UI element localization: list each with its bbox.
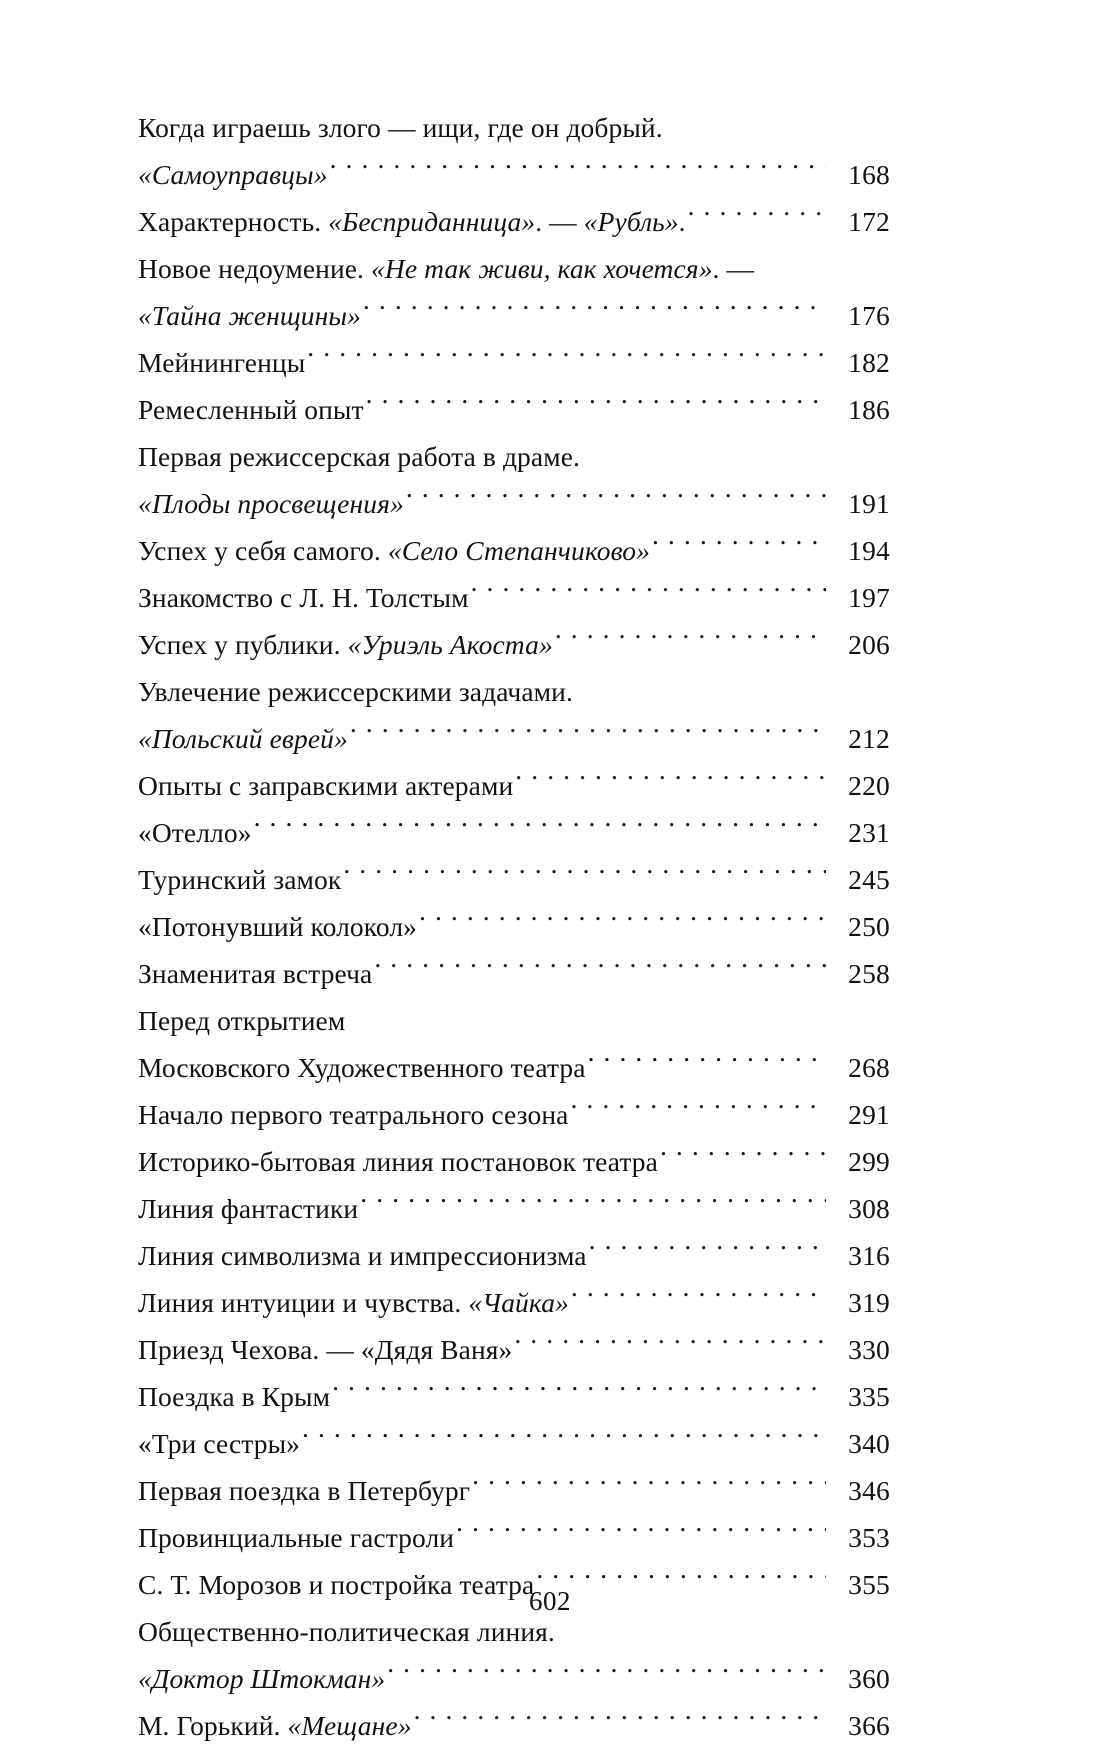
toc-entry-page-number[interactable]: 172 (848, 206, 890, 237)
dot-leader (366, 392, 826, 420)
dot-leader (588, 1050, 826, 1078)
toc-entry[interactable] (138, 386, 890, 433)
toc-entry-row (138, 1279, 890, 1326)
toc-entry-title: Провинциальные гастроли (138, 1522, 455, 1553)
toc-entry-page-number[interactable]: 340 (848, 1428, 890, 1459)
toc-entry-page-number[interactable]: 250 (848, 911, 890, 942)
toc-entry[interactable] (138, 1185, 890, 1232)
dot-leader (555, 627, 826, 655)
toc-entry-page-number[interactable]: 330 (848, 1334, 890, 1365)
toc-entry-row (138, 1373, 890, 1420)
toc-entry-title: «Отелло» (138, 817, 252, 848)
toc-entry-title: Знаменитая встреча (138, 958, 373, 989)
toc-entry-title: Приезд Чехова. — «Дядя Ваня» (138, 1334, 513, 1365)
toc-entry[interactable] (138, 1467, 890, 1514)
folio-page-number: 602 (529, 1586, 571, 1616)
toc-entry-page-number[interactable]: 346 (848, 1475, 890, 1506)
toc-entry[interactable] (138, 997, 890, 1091)
toc-entry[interactable] (138, 1608, 890, 1702)
toc-entry-page-number[interactable]: 353 (848, 1522, 890, 1553)
toc-entry-page-number[interactable]: 245 (848, 864, 890, 895)
toc-entry[interactable] (138, 1420, 890, 1467)
toc-entry-title: Линия символизма и импрессионизма (138, 1240, 587, 1271)
toc-entry-page-number[interactable]: 206 (848, 629, 890, 660)
dot-leader (652, 533, 826, 561)
toc-entry[interactable] (138, 1702, 890, 1749)
toc-entry-lead-line: Новое недоумение. «Не так живи, как хочется». — (138, 253, 755, 284)
toc-entry-lead-line: Первая режиссерская работа в драме. (138, 441, 580, 472)
toc-entry-page-number[interactable]: 316 (848, 1240, 890, 1271)
toc-entry-row (138, 1326, 890, 1373)
toc-entry-title: «Тайна женщины» (138, 300, 361, 331)
toc-entry[interactable] (138, 339, 890, 386)
toc-entry[interactable] (138, 1232, 890, 1279)
toc-entry-title: Успех у публики. «Уриэль Акоста» (138, 629, 553, 660)
toc-entry-row (138, 1702, 890, 1749)
toc-entry-title: Успех у себя самого. «Село Степанчиково» (138, 535, 650, 566)
toc-entry[interactable] (138, 668, 890, 762)
toc-entry[interactable] (138, 809, 890, 856)
dot-leader (343, 862, 826, 890)
toc-entry-title: Первая поездка в Петербург (138, 1475, 471, 1506)
toc-entry[interactable] (138, 1091, 890, 1138)
toc-entry-page-number[interactable]: 308 (848, 1193, 890, 1224)
toc-entry[interactable] (138, 245, 890, 339)
toc-entry[interactable] (138, 762, 890, 809)
toc-entry-page-number[interactable]: 355 (848, 1569, 890, 1600)
dot-leader (414, 1708, 826, 1736)
toc-entry-row (138, 527, 890, 574)
toc-entry-title: Московского Художественного театра (138, 1052, 586, 1083)
toc-entry-row (138, 809, 890, 856)
toc-entry-title: Знакомство с Л. Н. Толстым (138, 582, 469, 613)
toc-entry[interactable] (138, 621, 890, 668)
toc-entry[interactable] (138, 198, 890, 245)
toc-entry-page-number[interactable]: 220 (848, 770, 890, 801)
toc-entry-row (138, 1138, 890, 1185)
toc-entry-row (138, 386, 890, 433)
dot-leader (570, 1097, 826, 1125)
toc-entry-page-number[interactable]: 197 (848, 582, 890, 613)
dot-leader (350, 721, 826, 749)
toc-entry-row (138, 621, 890, 668)
toc-entry-page-number[interactable]: 212 (848, 723, 890, 754)
toc-entry-page-number[interactable]: 231 (848, 817, 890, 848)
dot-leader (374, 956, 826, 984)
toc-entry-title: Мейнингенцы (138, 347, 306, 378)
toc-entry-page-number[interactable]: 360 (848, 1663, 890, 1694)
table-of-contents (138, 104, 890, 1749)
dot-leader (571, 1285, 826, 1313)
dot-leader (515, 768, 826, 796)
toc-entry-title: Туринский замок (138, 864, 342, 895)
toc-entry-title: «Польский еврей» (138, 723, 348, 754)
dot-leader (330, 157, 826, 185)
toc-entry-title: Опыты с заправскими актерами (138, 770, 514, 801)
toc-entry-row (138, 950, 890, 997)
toc-entry[interactable] (138, 903, 890, 950)
toc-entry-row (138, 762, 890, 809)
dot-leader (419, 909, 826, 937)
toc-entry-row (138, 339, 890, 386)
dot-leader (688, 204, 826, 232)
toc-entry-title: М. Горький. «Мещане» (138, 1710, 412, 1741)
dot-leader (302, 1426, 826, 1454)
toc-entry-title: «Доктор Штокман» (138, 1663, 386, 1694)
dot-leader (254, 815, 826, 843)
toc-entry-title: С. Т. Морозов и постройка театра (138, 1569, 535, 1600)
toc-entry-page-number[interactable]: 191 (848, 488, 890, 519)
toc-entry-row (138, 715, 890, 762)
toc-entry-page-number[interactable]: 335 (848, 1381, 890, 1412)
toc-entry-row (138, 903, 890, 950)
dot-leader (471, 580, 826, 608)
toc-entry[interactable] (138, 104, 890, 198)
toc-entry[interactable] (138, 1514, 890, 1561)
toc-entry-page-number[interactable]: 258 (848, 958, 890, 989)
toc-entry-page-number[interactable]: 186 (848, 394, 890, 425)
toc-entry[interactable] (138, 527, 890, 574)
dot-leader (514, 1332, 826, 1360)
toc-entry-title: «Плоды просвещения» (138, 488, 404, 519)
toc-entry-lead-line: Общественно-политическая линия. (138, 1616, 555, 1647)
toc-entry-row (138, 151, 890, 198)
toc-entry[interactable] (138, 1279, 890, 1326)
toc-entry-row (138, 1655, 890, 1702)
toc-entry-title: Характерность. «Бесприданница». — «Рубль». (138, 206, 686, 237)
toc-entry-title: Поездка в Крым (138, 1381, 331, 1412)
toc-entry-lead-line: Увлечение режиссерскими задачами. (138, 676, 573, 707)
toc-entry-title: «Самоуправцы» (138, 159, 328, 190)
toc-entry-title: «Потонувший колокол» (138, 911, 417, 942)
toc-entry-row (138, 1044, 890, 1091)
toc-entry-row (138, 292, 890, 339)
toc-entry-row (138, 1232, 890, 1279)
toc-entry-title: «Три сестры» (138, 1428, 301, 1459)
dot-leader (660, 1144, 826, 1172)
toc-entry-row (138, 1420, 890, 1467)
toc-entry-row (138, 1185, 890, 1232)
toc-entry[interactable] (138, 433, 890, 527)
dot-leader (589, 1238, 826, 1266)
dot-leader (332, 1379, 826, 1407)
toc-entry-page-number[interactable]: 319 (848, 1287, 890, 1318)
toc-entry-lead-line: Перед открытием (138, 1005, 346, 1036)
dot-leader (406, 486, 826, 514)
dot-leader (472, 1473, 826, 1501)
toc-entry[interactable] (138, 1326, 890, 1373)
toc-entry-row (138, 198, 890, 245)
toc-entry-row (138, 480, 890, 527)
toc-entry-row (138, 1514, 890, 1561)
dot-leader (307, 345, 826, 373)
toc-entry-page-number[interactable]: 291 (848, 1099, 890, 1130)
toc-entry-page-number[interactable]: 268 (848, 1052, 890, 1083)
toc-entry[interactable] (138, 950, 890, 997)
dot-leader (360, 1191, 826, 1219)
dot-leader (363, 298, 826, 326)
toc-entry-row (138, 1467, 890, 1514)
toc-entry-title: Ремесленный опыт (138, 394, 364, 425)
toc-entry[interactable] (138, 856, 890, 903)
dot-leader (387, 1661, 826, 1689)
toc-entry-page-number[interactable]: 299 (848, 1146, 890, 1177)
toc-entry-page-number[interactable]: 366 (848, 1710, 890, 1741)
toc-entry-row (138, 574, 890, 621)
toc-entry-row (138, 1091, 890, 1138)
dot-leader (456, 1520, 826, 1548)
toc-entry[interactable] (138, 574, 890, 621)
toc-entry-page-number[interactable]: 168 (848, 159, 890, 190)
toc-entry-page-number[interactable]: 194 (848, 535, 890, 566)
toc-entry[interactable] (138, 1373, 890, 1420)
toc-entry-title: Линия интуиции и чувства. «Чайка» (138, 1287, 569, 1318)
toc-entry-page-number[interactable]: 182 (848, 347, 890, 378)
toc-entry-title: Начало первого театрального сезона (138, 1099, 569, 1130)
toc-entry[interactable] (138, 1138, 890, 1185)
toc-entry-row (138, 856, 890, 903)
toc-entry-page-number[interactable]: 176 (848, 300, 890, 331)
toc-entry-title: Историко-бытовая линия постановок театра (138, 1146, 658, 1177)
toc-entry-lead-line: Когда играешь злого — ищи, где он добрый. (138, 112, 663, 143)
toc-entry-title: Линия фантастики (138, 1193, 359, 1224)
